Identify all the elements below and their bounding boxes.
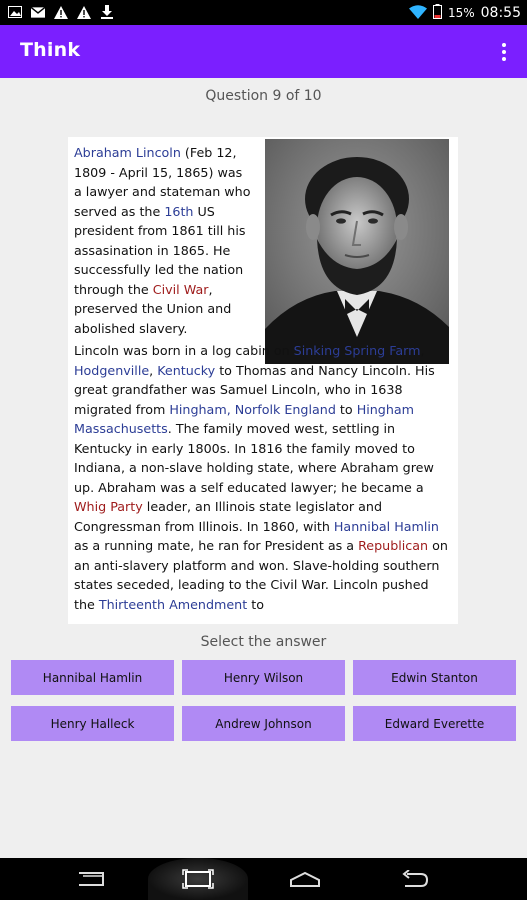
warning-icon [54,5,68,19]
battery-percent: 15% [447,6,475,20]
navigation-bar [0,858,527,900]
clock: 08:55 [480,5,521,21]
download-icon [100,5,114,19]
battery-icon [433,4,442,22]
article-intro: Abraham Lincoln (Feb 12, 1809 - April 15, 1865) was a lawyer and stateman who served as the 16th US president from 1861 till his assasination in 1865. He successfully led the nation through the Civil War, preserved the Union and abolished slavery. [74,145,251,336]
answer-button-4[interactable]: Henry Halleck [11,706,174,741]
answer-button-3[interactable]: Edwin Stanton [353,660,516,695]
link-thirteenth-amendment[interactable]: Thirteenth Amendment [98,596,248,612]
app-bar [0,25,527,78]
recent-apps-icon[interactable] [176,864,220,894]
system-status [409,4,521,22]
article-text [74,143,452,617]
answer-button-2[interactable]: Henry Wilson [182,660,345,695]
answer-button-1[interactable]: Hannibal Hamlin [11,660,174,695]
status-bar [0,0,527,25]
screenshot-icon[interactable] [394,864,434,894]
home-icon[interactable] [285,864,325,894]
link-hingham-norfolk-england[interactable]: Hingham, Norfolk England [169,401,336,417]
link-kentucky[interactable]: Kentucky [157,362,216,378]
notification-icons [8,5,114,19]
answer-button-6[interactable]: Edward Everette [353,706,516,741]
app-title: Think [20,39,81,61]
warning-icon [77,5,91,19]
link-hodgenville[interactable]: Hodgenville [74,362,150,378]
link-hingham-massachusetts[interactable]: Hingham Massachusetts [74,401,415,436]
article-panel[interactable] [68,137,458,624]
image-icon [8,5,22,19]
link-abraham-lincoln[interactable]: Abraham Lincoln [74,145,181,160]
overflow-menu-icon[interactable] [495,41,513,63]
link-16th[interactable]: 16th [164,203,194,219]
link-whig-party[interactable]: Whig Party [74,499,143,514]
link-republican[interactable]: Republican [358,538,429,553]
question-progress: Question 9 of 10 [205,88,322,104]
article-body: Lincoln was born in a log cabin on Sinking Spring Farm, Hodgenville, Kentucky to Thomas and Nancy Lincoln. His great grandfather was Samuel Lincoln, who in 1638 migrated from Hingham, Norfolk England to Hingham Massachusetts. The family moved west, settling in Kentucky in early 1800s. In 1816 the family moved to Indiana, a non-slave holding state, where Abraham grew up. Abraham was a self educated lawyer; he became a Whig Party leader, an Illinois state legislator and Congressman from Illinois. In 1860, with Hannibal Hamlin as a running mate, he ran for President as a Republican on an anti-slavery platform and won. Slave-holding southern states seceded, leading to the Civil War. Lincoln pushed the Thirteenth Amendment to [74,343,448,612]
link-civil-war[interactable]: Civil War [152,281,209,297]
wifi-icon [409,5,427,22]
select-answer-label: Select the answer [200,634,327,650]
mail-icon [31,5,45,19]
back-icon[interactable] [72,864,112,894]
answer-button-5[interactable]: Andrew Johnson [182,706,345,741]
link-hannibal-hamlin[interactable]: Hannibal Hamlin [333,518,439,534]
link-sinking-spring-farm[interactable]: Sinking Spring Farm [293,343,421,358]
